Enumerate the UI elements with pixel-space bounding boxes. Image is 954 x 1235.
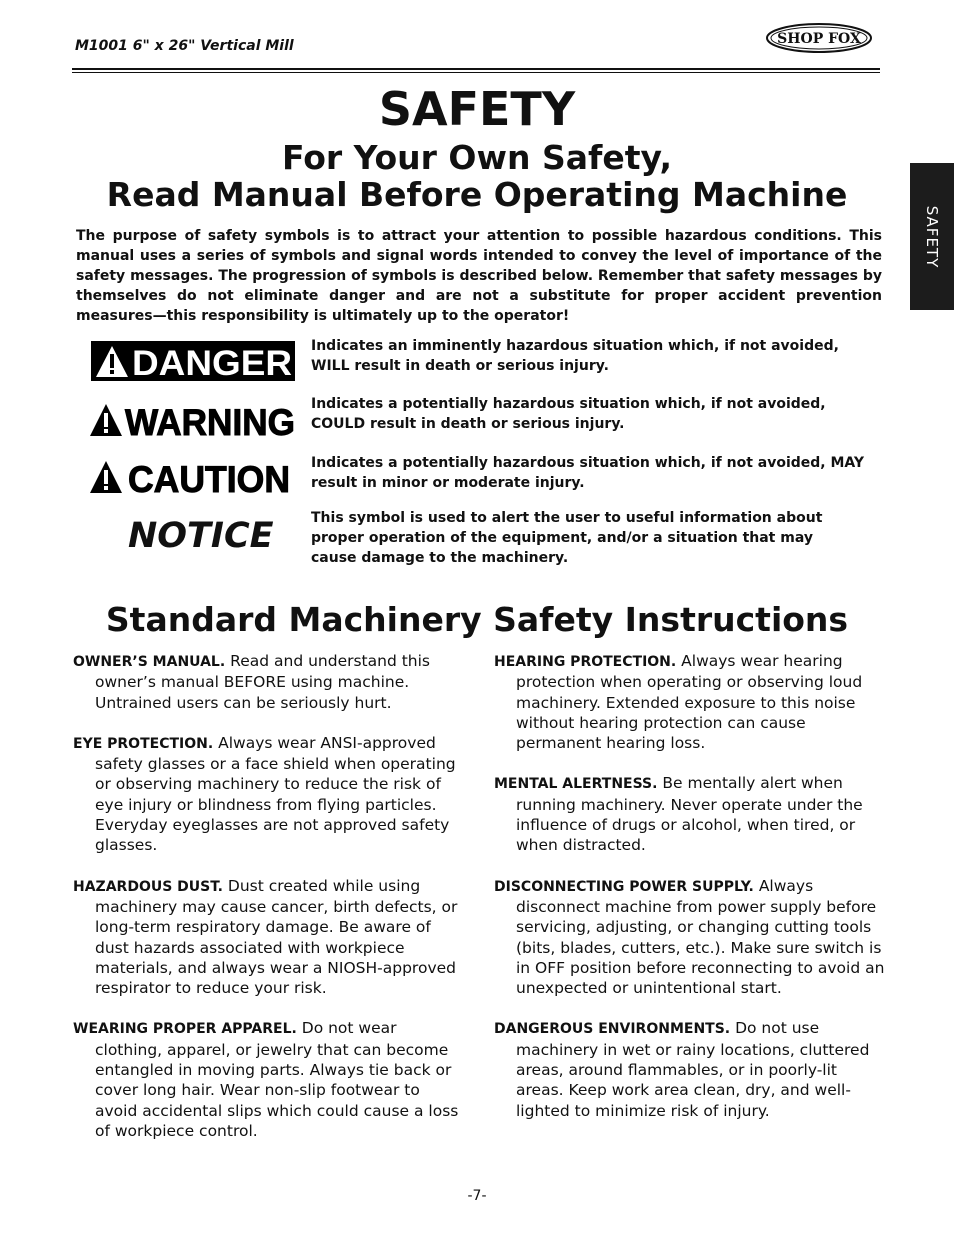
side-tab-label: SAFETY (923, 205, 941, 268)
instruction-item: OWNER’S MANUAL. Read and understand this owner’s manual BEFORE using machine. Untrained users can be seriously hurt. (73, 652, 431, 712)
warning-description: Indicates a potentially hazardous situation which, if not avoided, COULD result in death or serious injury. (311, 396, 826, 432)
notice-word: NOTICE (128, 516, 274, 556)
instruction-item: HEARING PROTECTION. Always wear hearing protection when operating or observing loud machinery. Extended exposure to this noise without hearing protection can cause permanent hearing loss. (494, 652, 863, 753)
instruction-item: EYE PROTECTION. Always wear ANSI-approved safety glasses or a face shield when operating or observing machinery to reduce the risk of eye injury or blindness from flying particles. Everyday eyeglasses are not approved safety glasses. (73, 733, 456, 855)
notice-description: This symbol is used to alert the user to useful information about proper operation of the equipment, and/or a situation that may cause damage to the machinery. (311, 510, 823, 566)
shop-fox-logo (765, 22, 873, 54)
caution-word: CAUTION (128, 459, 290, 499)
instruction-item: DISCONNECTING POWER SUPPLY. Always disconnect machine from power supply before servicing, adjusting, or changing cutting tools (bits, blades, cutters, etc.). Make sure switch is in OFF position before reconnecting to avoid an unexpected or unintentional start. (494, 876, 885, 998)
manual-title: M1001 6" x 26" Vertical Mill (75, 38, 294, 54)
intro-paragraph: The purpose of safety symbols is to attract your attention to possible hazardous conditions. This manual uses a series of symbols and signal words intended to convey the level of importance of the safety messages. The progression of symbols is described below. Remember that safety messages by themselves do not eliminate danger and are not a substitute for proper accident prevention measures—this responsibility is ultimately up to the operator! (76, 228, 882, 324)
header-rule-thin (72, 72, 880, 73)
instruction-item: DANGEROUS ENVIRONMENTS. Do not use machinery in wet or rainy locations, cluttered areas, around flammables, or in poorly-lit areas. Keep work area clean, dry, and well-lighted to minimize risk of injury. (494, 1019, 870, 1120)
page-title: SAFETY (378, 82, 576, 136)
warning-word: WARNING (125, 402, 295, 442)
danger-description: Indicates an imminently hazardous situation which, if not avoided, WILL result in death or serious injury. (311, 338, 839, 374)
instruction-item: HAZARDOUS DUST. Dust created while using machinery may cause cancer, birth defects, or long-term respiratory damage. Be aware of dust hazards associated with workpiece materials, and always wear a NIOSH-approved respirator to reduce your risk. (73, 876, 458, 998)
danger-symbol (88, 339, 298, 383)
left-column (73, 651, 465, 1161)
header-rule (72, 68, 880, 70)
section-title: Standard Machinery Safety Instructions (105, 600, 849, 639)
instruction-item: WEARING PROPER APPAREL. Do not wear clothing, apparel, or jewelry that can become entangled in moving parts. Always tie back or cover long hair. Wear non-slip footwear to avoid accidental slips which could cause a loss of workpiece control. (73, 1019, 459, 1140)
page-number: -7- (467, 1188, 487, 1204)
danger-word: DANGER (132, 344, 292, 383)
instruction-item: MENTAL ALERTNESS. Be mentally alert when running machinery. Never operate under the influence of drugs or alcohol, when tired, or when distracted. (494, 774, 863, 855)
caution-description: Indicates a potentially hazardous situation which, if not avoided, MAY result in minor or moderate injury. (311, 455, 865, 491)
right-column (494, 651, 886, 1141)
warning-symbol (88, 398, 298, 442)
page-subtitle-line1: For Your Own Safety, (282, 138, 672, 177)
logo-text: SHOP FOX (777, 31, 861, 47)
page-subtitle-line2: Read Manual Before Operating Machine (106, 175, 848, 214)
caution-symbol (88, 455, 298, 499)
